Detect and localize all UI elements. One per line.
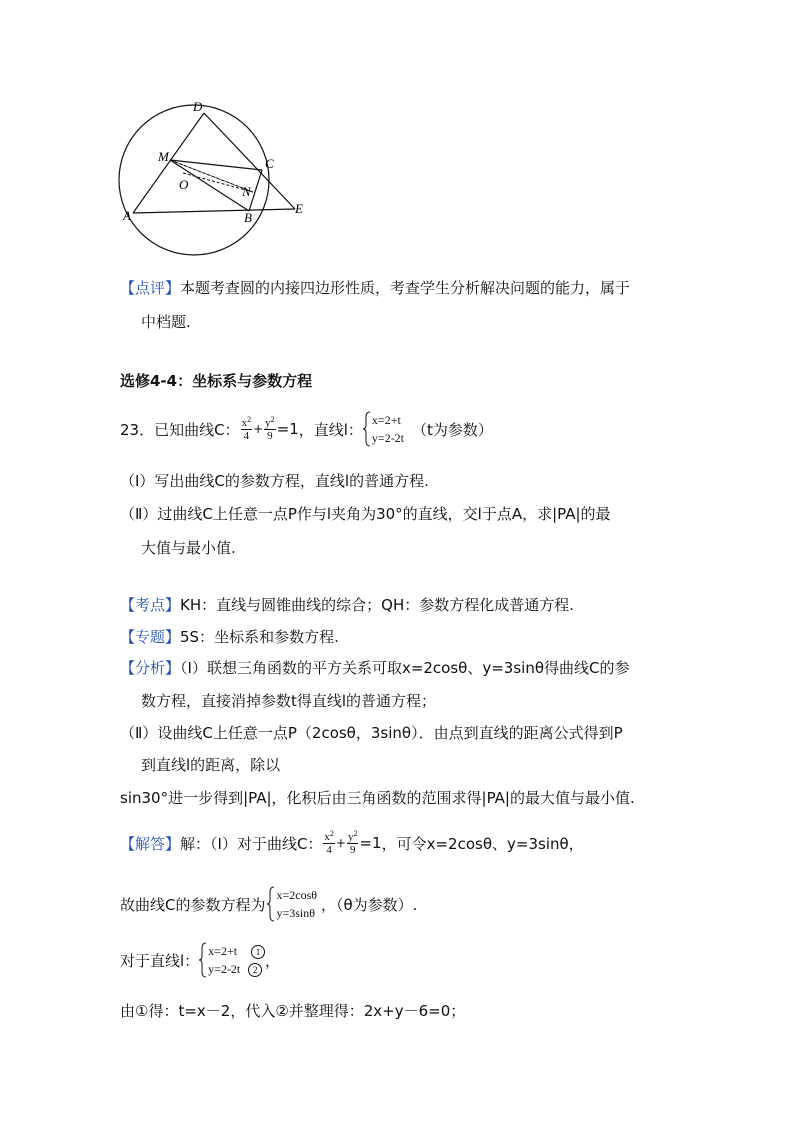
segment-cb: [249, 170, 262, 211]
label-d: D: [193, 99, 203, 114]
problem-part2-line1: （Ⅱ）过曲线C上任意一点P作与l夹角为30°的直线，交l于点A，求|PA|的最: [120, 505, 611, 523]
jieda-line3-prefix: 对于直线l：: [120, 951, 200, 970]
jieda-tag: 【解答】: [120, 834, 181, 853]
problem-mid: ，直线l：: [298, 420, 363, 439]
fenxi-line4: 到直线l的距离，除以: [141, 756, 281, 774]
jieda-line2-prefix: 故曲线C的参数方程为: [120, 895, 266, 914]
jieda-line2: [120, 884, 417, 924]
fenxi-line2: 数方程，直接消掉参数t得直线l的普通方程；: [141, 692, 437, 710]
zhuanti-text: 5S：坐标系和参数方程.: [180, 628, 339, 646]
label-b: B: [244, 210, 252, 225]
kaodian-tag: 【考点】: [120, 596, 181, 614]
kaodian-line: [120, 594, 574, 615]
jieda-line1: 【解答】 解：（Ⅰ）对于曲线C： $\frac{x^2}{4}$ + $\frac{y^2}{9}$ =1 ，可令x=2cosθ、y=3sinθ，: [120, 828, 584, 856]
left-brace-icon: [199, 942, 207, 978]
zhuanti-tag: 【专题】: [120, 628, 181, 646]
fenxi-line1: [120, 657, 629, 678]
line-param-system: x=2+t y=2-2t: [363, 411, 404, 447]
comment-tag: 【点评】: [120, 279, 181, 297]
fenxi-tag: 【分析】: [120, 659, 181, 677]
jieda-line1-suffix: ，可令x=2cosθ、y=3sinθ，: [381, 834, 584, 853]
label-n: N: [242, 184, 251, 199]
fraction-x2-4: $\frac{x^2}{4}$: [241, 414, 252, 442]
jieda-line1-prefix: 解：（Ⅰ）对于曲线C：: [180, 834, 323, 853]
problem-part2-line2: 大值与最小值.: [141, 539, 236, 557]
jieda-line4: 由①得：t=x－2，代入②并整理得：2x+y－6=0；: [120, 1002, 466, 1020]
comment-text-1: 本题考查圆的内接四边形性质，考查学生分析解决问题的能力，属于: [180, 279, 631, 297]
fraction-y2-9-b: $\frac{y^2}{9}$: [347, 828, 358, 856]
plus-sign: +: [253, 422, 264, 436]
comment-line2: 中档题.: [141, 313, 191, 331]
zhuanti-line: [120, 626, 339, 647]
label-o: O: [179, 177, 189, 192]
comment-line1: [120, 277, 630, 298]
problem-part1: （Ⅰ）写出曲线C的参数方程，直线l的普通方程.: [120, 472, 429, 490]
jieda-line3: [120, 940, 280, 980]
line-param-system-b: x=2+t 1 y=2-2t 2: [199, 942, 265, 978]
left-brace-icon: [363, 411, 371, 447]
jieda-line2-suffix: ，（θ为参数）.: [321, 895, 418, 914]
jieda-line3-suffix: ，: [265, 951, 281, 970]
label-a: A: [123, 208, 131, 223]
fenxi-text-1: （Ⅰ）联想三角函数的平方关系可取x=2cosθ、y=3sinθ得曲线C的参: [180, 659, 630, 677]
problem-23-stem: [120, 412, 493, 446]
left-brace-icon: [267, 886, 275, 922]
label-m: M: [158, 149, 169, 164]
fenxi-line5: sin30°进一步得到|PA|，化积后由三角函数的范围求得|PA|的最大值与最小值.: [120, 789, 635, 807]
kaodian-text: KH：直线与圆锥曲线的综合；QH：参数方程化成普通方程.: [180, 596, 574, 614]
circled-two-icon: 2: [248, 963, 262, 977]
fenxi-line3: （Ⅱ）设曲线C上任意一点P（2cosθ，3sinθ）．由点到直线的距离公式得到P: [120, 724, 623, 742]
circle-geometry-figure: [115, 95, 315, 265]
curve-rhs: =1: [276, 420, 299, 438]
segment-ae: [133, 209, 295, 213]
section-title: 选修4-4：坐标系与参数方程: [120, 372, 313, 390]
fraction-y2-9: $\frac{y^2}{9}$: [265, 414, 275, 442]
fraction-x2-4-b: $\frac{x^2}{4}$: [324, 828, 334, 856]
problem-suffix: （t为参数）: [412, 420, 493, 439]
problem-prefix: 23．已知曲线C：: [120, 420, 240, 439]
label-c: C: [265, 156, 274, 171]
curve-param-system: x=2cosθ y=3sinθ: [267, 886, 317, 922]
circled-one-icon: 1: [251, 945, 265, 959]
label-e: E: [295, 201, 303, 216]
